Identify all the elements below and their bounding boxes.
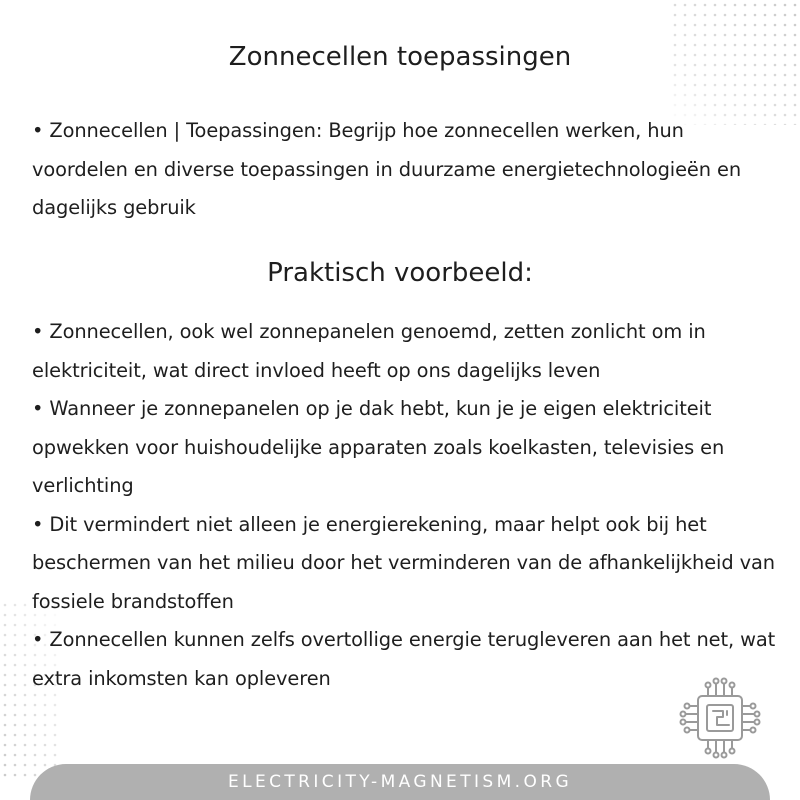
bullet-item: • Wanneer je zonnepanelen op je dak hebt, kun je je eigen elektriciteit opwekken voor huishoudelijke apparaten zoals koelkasten, televisies en verlichting — [32, 397, 725, 497]
intro-paragraph: • Zonnecellen | Toepassingen: Begrijp hoe zonnecellen werken, hun voordelen en diverse toepassingen in duurzame energietechnologieën en dagelijks gebruik — [32, 119, 742, 219]
footer-site-name: ELECTRICITY-MAGNETISM.ORG — [227, 771, 573, 792]
circuit-chip-icon — [678, 674, 762, 762]
bullet-item: • Zonnecellen kunnen zelfs overtollige energie terugleveren aan het net, wat extra inkomsten kan opleveren — [32, 628, 776, 690]
example-bullet-list — [32, 313, 777, 698]
section-heading: Praktisch voorbeeld: — [267, 258, 533, 288]
footer-bar — [30, 764, 770, 800]
bullet-item: • Dit vermindert niet alleen je energierekening, maar helpt ook bij het beschermen van het milieu door het verminderen van de afhankelijkheid van fossiele brandstoffen — [32, 512, 775, 613]
page-title: Zonnecellen toepassingen — [228, 42, 572, 72]
bullet-item: • Zonnecellen, ook wel zonnepanelen genoemd, zetten zonlicht om in elektriciteit, wat direct invloed heeft op ons dagelijks leven — [32, 320, 706, 382]
